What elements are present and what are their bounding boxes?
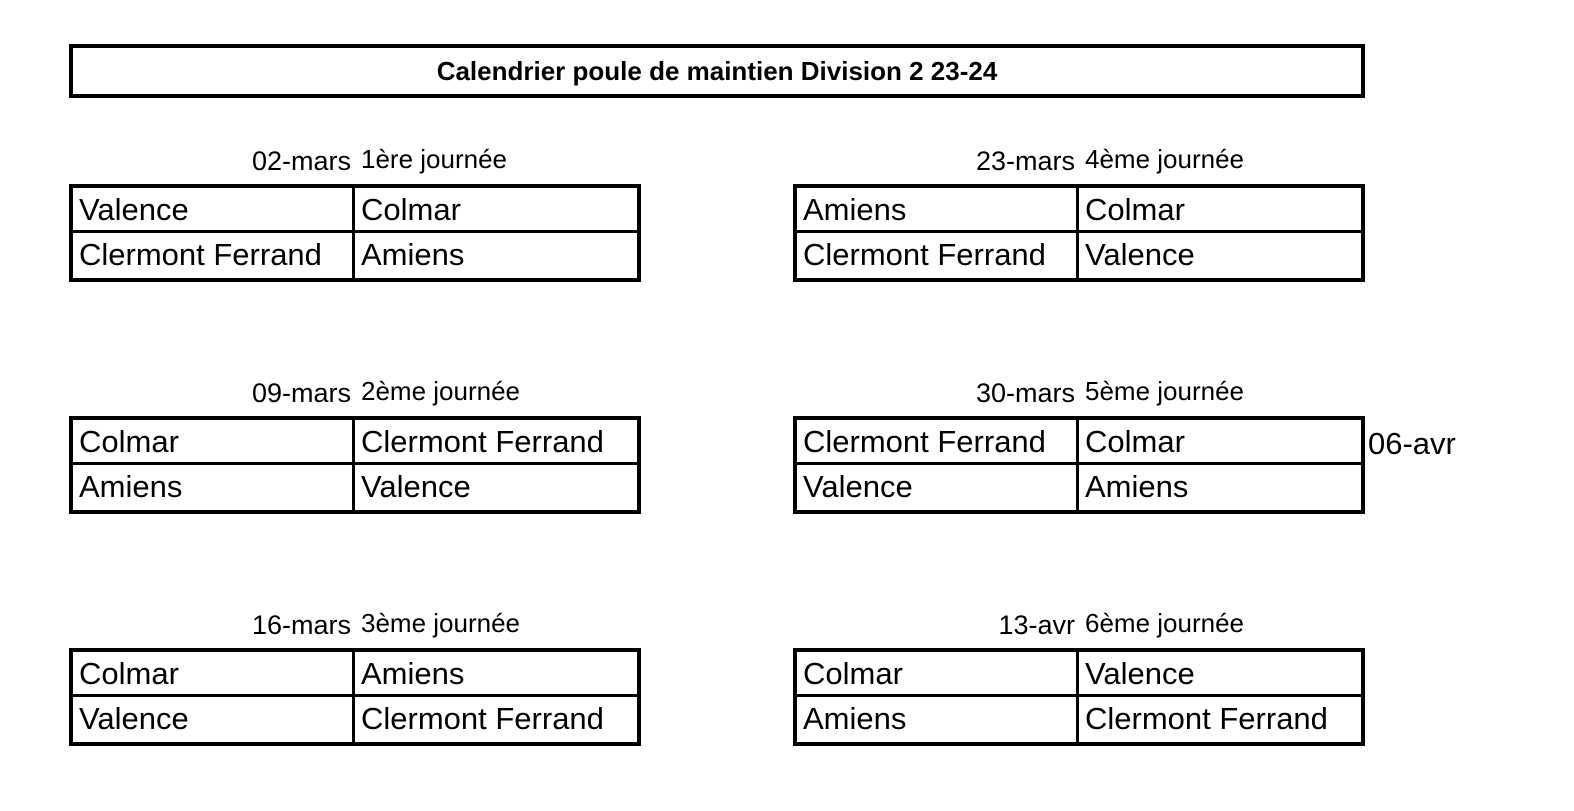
round-label: 1ère journée (361, 144, 507, 174)
round-date: 23-mars (975, 146, 1075, 176)
round-date: 16-mars (251, 610, 351, 640)
home-team: Valence (73, 188, 355, 233)
home-team: Colmar (797, 652, 1079, 697)
home-team: Valence (797, 465, 1079, 510)
round-date: 13-avr (998, 610, 1075, 640)
round-date: 30-mars (975, 378, 1075, 408)
round-date: 02-mars (251, 146, 351, 176)
away-team: Colmar (355, 188, 637, 233)
round-label: 6ème journée (1085, 608, 1244, 638)
round-label: 3ème journée (361, 608, 520, 638)
away-team: Amiens (361, 237, 465, 272)
page-title: Calendrier poule de maintien Division 2 23-24 (69, 44, 1365, 98)
round-label: 5ème journée (1085, 376, 1244, 406)
match-table (793, 416, 1365, 514)
home-team: Clermont Ferrand (797, 233, 1079, 278)
match-table (793, 184, 1365, 282)
away-team: Amiens (355, 652, 637, 697)
away-team: Clermont Ferrand (361, 701, 604, 736)
away-team: Clermont Ferrand (1085, 701, 1328, 736)
home-team: Clermont Ferrand (797, 420, 1079, 465)
round-date: 09-mars (251, 378, 351, 408)
away-team: Amiens (1085, 469, 1189, 504)
away-team: Valence (1085, 237, 1195, 272)
away-team: Clermont Ferrand (355, 420, 637, 465)
match-table (793, 648, 1365, 746)
away-team: Colmar (1079, 420, 1361, 465)
home-team: Amiens (797, 697, 1079, 742)
side-note-date: 06-avr (1368, 426, 1456, 461)
home-team: Colmar (73, 420, 355, 465)
match-table (69, 416, 641, 514)
match-table (69, 184, 641, 282)
round-label: 4ème journée (1085, 144, 1244, 174)
home-team: Clermont Ferrand (73, 233, 355, 278)
match-table (69, 648, 641, 746)
home-team: Colmar (73, 652, 355, 697)
home-team: Amiens (797, 188, 1079, 233)
home-team: Amiens (73, 465, 355, 510)
away-team: Valence (1079, 652, 1361, 697)
away-team: Valence (361, 469, 471, 504)
home-team: Valence (73, 697, 355, 742)
round-label: 2ème journée (361, 376, 520, 406)
away-team: Colmar (1079, 188, 1361, 233)
